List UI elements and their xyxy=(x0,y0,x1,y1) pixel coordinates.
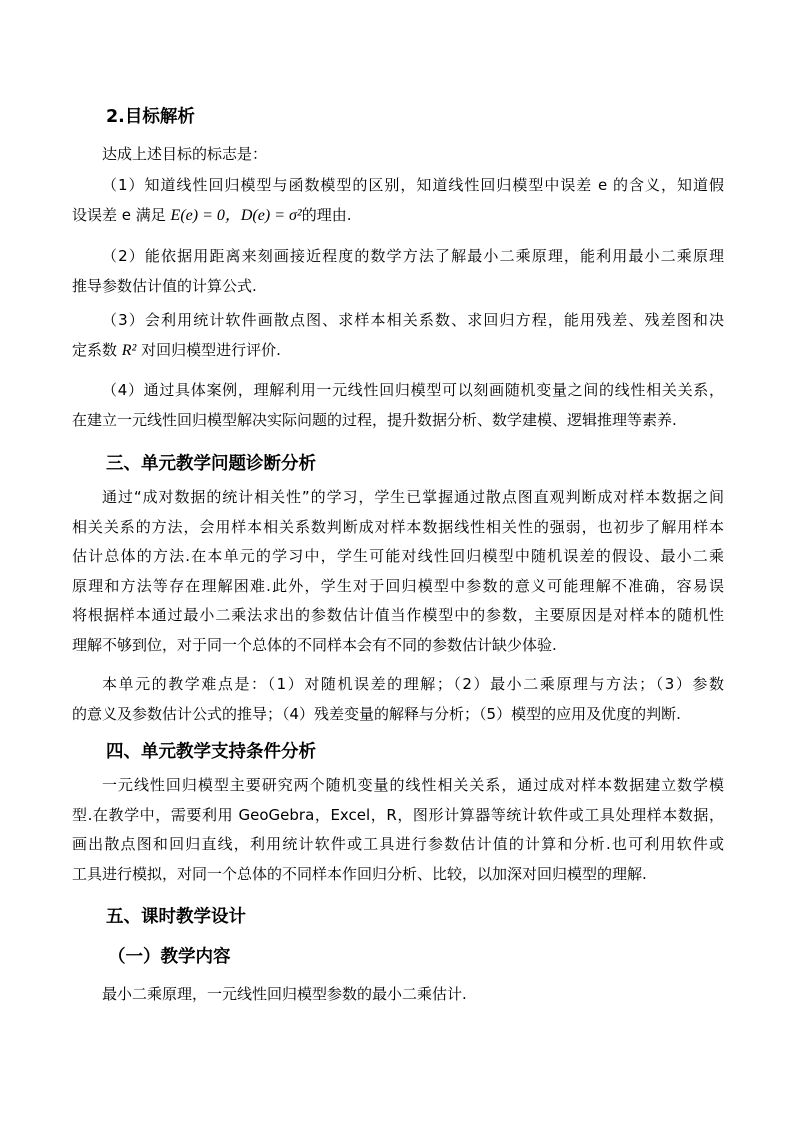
section-3-heading: 三、单元教学问题诊断分析 xyxy=(106,454,316,474)
paragraph-line: 画出散点图和回归直线，利用统计软件或工具进行参数估计值的计算和分析.也可利用软件或 xyxy=(72,835,724,854)
paragraph-line: 相关关系的方法，会用样本相关系数判断成对样本数据线性相关性的强弱，也初步了解用样本 xyxy=(72,517,724,536)
goal-item-2-line-2: 推导参数估计值的计算公式. xyxy=(72,276,257,295)
expectation-variance-formula: E(e) = 0，D(e) = σ² xyxy=(170,206,302,224)
paragraph-line: 将根据样本通过最小二乘法求出的参数估计值当作模型中的参数，主要原因是对样本的随机性 xyxy=(72,606,724,625)
goal-item-1-line-2 xyxy=(72,201,724,231)
goal-item-1-line-2-post: 的理由. xyxy=(301,205,352,224)
goal-item-2 xyxy=(72,242,724,301)
paragraph-line: 本单元的教学难点是：（1）对随机误差的理解；（2）最小二乘原理与方法；（3）参数 xyxy=(102,675,724,693)
intro-line: 达成上述目标的标志是： xyxy=(102,145,268,163)
goal-item-1-line-1: （1）知道线性回归模型与函数模型的区别，知道线性回归模型中误差 e 的含义，知道假 xyxy=(102,176,724,194)
paragraph-line: 原理和方法等存在理解困难.此外，学生对于回归模型中参数的意义可能理解不准确，容易误 xyxy=(72,576,724,595)
goal-item-4-line-1: （4）通过具体案例，理解利用一元线性回归模型可以刻画随机变量之间的线性相关关系， xyxy=(102,381,724,399)
paragraph-line: 通过“成对数据的统计相关性”的学习，学生已掌握通过散点图直观判断成对样本数据之间 xyxy=(102,488,724,506)
goal-item-3-line-1: （3）会利用统计软件画散点图、求样本相关系数、求回归方程，能用残差、残差图和决 xyxy=(102,311,724,329)
teaching-content-line: 最小二乘原理，一元线性回归模型参数的最小二乘估计. xyxy=(102,985,467,1003)
section-3-paragraph-2 xyxy=(72,670,724,729)
goal-item-2-line-1: （2）能依据用距离来刻画接近程度的数学方法了解最小二乘原理，能利用最小二乘原理 xyxy=(102,247,724,265)
goal-item-3-line-2-pre: 定系数 xyxy=(72,340,122,359)
section-3-paragraph-1 xyxy=(72,483,724,661)
paragraph-line: 型.在教学中，需要利用 GeoGebra，Excel，R，图形计算器等统计软件或工具处理样本数据， xyxy=(72,805,724,824)
section-2-intro xyxy=(72,140,724,170)
goal-item-3-line-2-post: 对回归模型进行评价. xyxy=(136,340,281,359)
section-2-heading: 2.目标解析 xyxy=(106,107,195,127)
r-squared-formula: R² xyxy=(121,341,137,359)
paragraph-line: 的意义及参数估计公式的推导；（4）残差变量的解释与分析；（5）模型的应用及优度的判断. xyxy=(72,704,681,723)
section-4-paragraph xyxy=(72,771,724,889)
paragraph-line: 一元线性回归模型主要研究两个随机变量的线性相关关系，通过成对样本数据建立数学模 xyxy=(102,776,724,794)
goal-item-3-line-2 xyxy=(72,336,724,366)
section-5-content xyxy=(72,980,724,1010)
goal-item-4 xyxy=(72,376,724,435)
goal-item-1-line-2-pre: 设误差 e 满足 xyxy=(72,205,171,224)
paragraph-line: 工具进行模拟，对同一个总体的不同样本作回归分析、比较，以加深对回归模型的理解. xyxy=(72,864,647,883)
paragraph-line: 理解不够到位，对于同一个总体的不同样本会有不同的参数估计缺少体验. xyxy=(72,635,557,654)
paragraph-line: 估计总体的方法.在本单元的学习中，学生可能对线性回归模型中随机误差的假设、最小二乘 xyxy=(72,547,724,566)
goal-item-1 xyxy=(72,171,724,230)
section-4-heading: 四、单元教学支持条件分析 xyxy=(106,742,316,762)
section-5-heading: 五、课时教学设计 xyxy=(106,907,246,927)
goal-item-4-line-2: 在建立一元线性回归模型解决实际问题的过程，提升数据分析、数学建模、逻辑推理等素养. xyxy=(72,410,677,429)
goal-item-3 xyxy=(72,306,724,365)
section-5-subheading: （一）教学内容 xyxy=(108,947,231,967)
